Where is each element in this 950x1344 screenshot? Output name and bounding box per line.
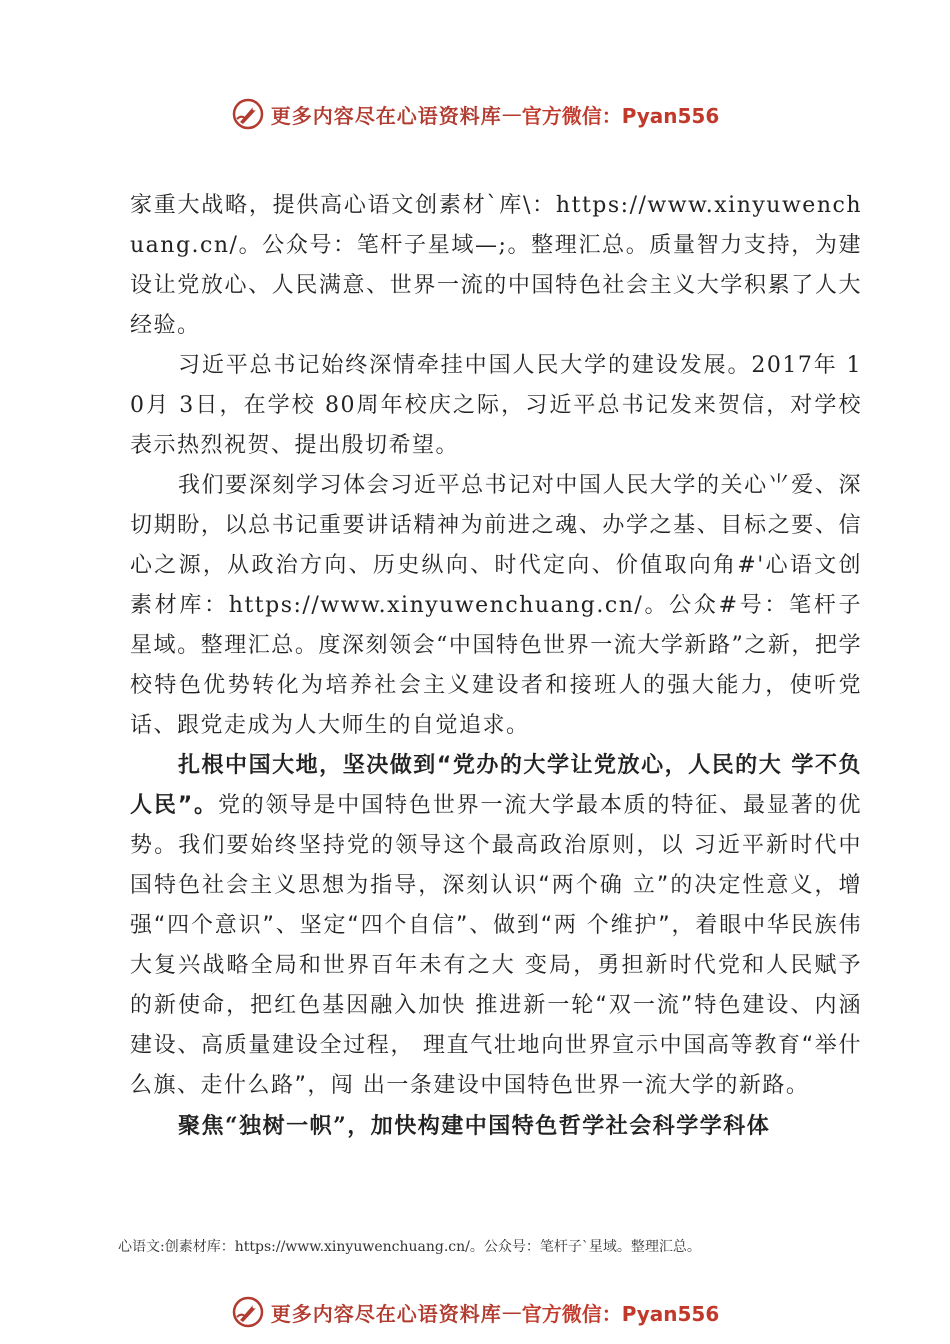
- pen-nib-logo-icon: [231, 1295, 265, 1329]
- paragraph-4-lead: 扎根中国大地，坚决做到“党办的大学让党放心，人民的大 学不负人民”。: [130, 753, 862, 818]
- footer-banner-wechat-id: 官方微信：Pyan556: [521, 1301, 720, 1326]
- paragraph-5-heading: 聚焦“独树一帜”，加快构建中国特色哲学社会科学学科体: [178, 1113, 771, 1139]
- paragraph-2: 习近平总书记始终深情牵挂中国人民大学的建设发展。2017年 10月 3日，在学校 80周年校庆之际，习近平总书记发来贺信，对学校表示热烈祝贺、提出殷切希望。: [130, 353, 862, 458]
- header-banner: [0, 92, 950, 136]
- footer-note: 心语文:创素材库：https://www.xinyuwenchuang.cn/。公众号：笔杆子`星域。整理汇总。: [118, 1239, 701, 1255]
- banner-wechat-id: 官方微信：Pyan556: [521, 103, 720, 128]
- paragraph-1: 家重大战略，提供高心语文创素材`库\：https://www.xinyuwenchuang.cn/。公众号：笔杆子星域—;。整理汇总。质量智力支持，为建设让党放心、人民满意、世界一流的中国特色社会主义大学积累了人大经验。: [130, 193, 862, 338]
- footer-banner: [0, 1290, 950, 1334]
- footer-banner-title: 更多内容尽在心语资料库: [270, 1301, 502, 1326]
- footer-banner-separator: —: [501, 1300, 522, 1324]
- paragraph-4: [130, 746, 862, 1106]
- paragraph-4-text: 党的领导是中国特色世界一流大学最本质的特征、最显著的优势。我们要始终坚持党的领导这个最高政治原则，以 习近平新时代中国特色社会主义思想为指导，深刻认识“两个确 立”的决定性意义，增强“四个意识”、坚定“四个自信”、做到“两 个维护”，着眼中华民族伟大复兴战略全局和世界百年未有之大 变局，勇担新时代党和人民赋予的新使命，把红色基因融入加快 推进新一轮“双一流”特色建设、内涵建设、高质量建设全过程， 理直气壮地向世界宣示中国高等教育“举什么旗、走什么路”，闯 出一条建设中国特色世界一流大学的新路。: [130, 793, 862, 1098]
- banner-title: 更多内容尽在心语资料库: [270, 103, 502, 128]
- pen-nib-logo-icon: [231, 97, 265, 131]
- banner-separator: —: [501, 102, 522, 126]
- paragraph-3: 我们要深刻学习体会习近平总书记对中国人民大学的关心⺌爱、深切期盼，以总书记重要讲话精神为前进之魂、办学之基、目标之要、信心之源，从政治方向、历史纵向、时代定向、价值取向角#'心语文创素材库：https://www.xinyuwenchuang.cn/。公众#号：笔杆子星域。整理汇总。度深刻领会“中国特色世界一流大学新路”之新，把学校特色优势转化为培养社会主义建设者和接班人的强大能力，使听党话、跟党走成为人大师生的自觉追求。: [130, 473, 862, 738]
- document-body: [130, 186, 862, 1146]
